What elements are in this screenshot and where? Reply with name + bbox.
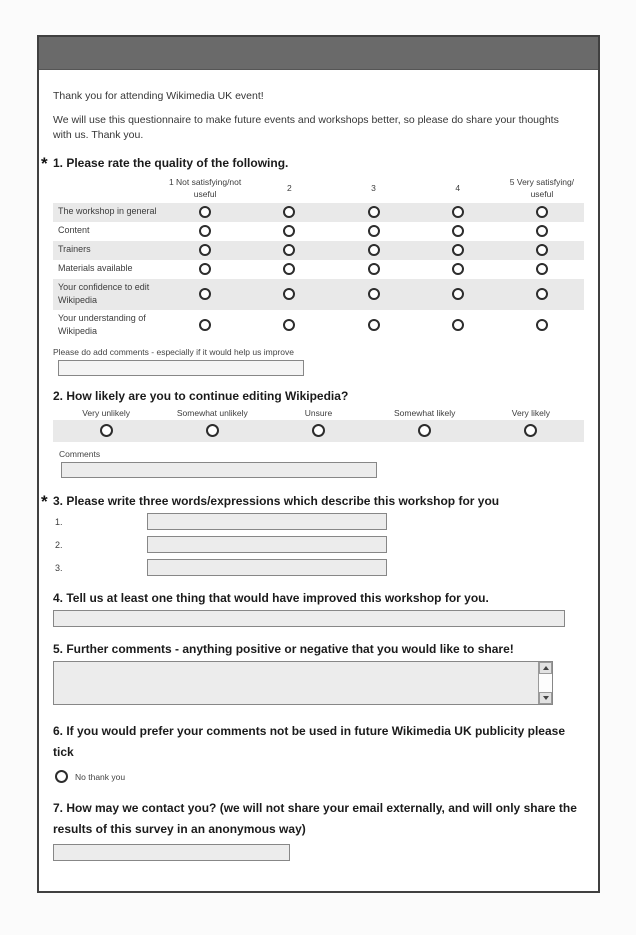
q1-row-label: Trainers xyxy=(58,244,91,255)
list-item xyxy=(53,536,584,553)
q3-item-label: 2. xyxy=(55,539,63,550)
radio-button[interactable] xyxy=(536,206,548,218)
radio-button[interactable] xyxy=(199,263,211,275)
radio-button[interactable] xyxy=(283,288,295,300)
scroll-down-button[interactable] xyxy=(539,692,552,704)
q6-option-label: No thank you xyxy=(75,771,126,782)
q1-comment-input[interactable] xyxy=(58,360,304,376)
radio-button[interactable] xyxy=(199,206,211,218)
radio-button[interactable] xyxy=(536,263,548,275)
q3-title-text: 3. Please write three words/expressions which describe this workshop for you xyxy=(53,493,500,508)
radio-button[interactable] xyxy=(368,319,380,331)
q2-option-label: Somewhat likely xyxy=(394,407,456,418)
q3-word-input-2[interactable] xyxy=(147,536,387,553)
q2-comments-label: Comments xyxy=(59,448,101,459)
radio-button[interactable] xyxy=(199,225,211,237)
q1-comment-label: Please do add comments - especially if it would help us improve xyxy=(53,346,294,357)
q6-title-bold: Wikimedia UK xyxy=(391,724,472,739)
q3-word-input-3[interactable] xyxy=(147,559,387,576)
radio-button[interactable] xyxy=(100,424,113,437)
table-row xyxy=(53,310,584,341)
q6-opt-out-row xyxy=(55,770,584,783)
q3-item-label: 1. xyxy=(55,516,63,527)
radio-button[interactable] xyxy=(206,424,219,437)
radio-button[interactable] xyxy=(199,288,211,300)
form-header-bar xyxy=(39,37,598,70)
scroll-up-icon xyxy=(543,666,549,670)
scroll-up-button[interactable] xyxy=(539,662,552,674)
q2-comments-input[interactable] xyxy=(61,462,377,478)
q2-option-labels xyxy=(53,408,584,418)
q1-row-label: Materials available xyxy=(58,263,133,274)
q2-option-label: Very unlikely xyxy=(82,407,130,418)
radio-button[interactable] xyxy=(452,244,464,256)
table-row xyxy=(53,203,584,222)
q1-row-label: Your confidence to edit Wikipedia xyxy=(58,281,150,306)
q3-word-input-1[interactable] xyxy=(147,513,387,530)
q1-row-label: Your understanding of Wikipedia xyxy=(58,312,146,337)
radio-button[interactable] xyxy=(452,288,464,300)
q1-col-header-5: 5 Very satisfying/ useful xyxy=(509,177,575,200)
radio-button[interactable] xyxy=(418,424,431,437)
radio-button[interactable] xyxy=(368,244,380,256)
q7-email-input[interactable] xyxy=(53,844,290,861)
radio-button[interactable] xyxy=(199,319,211,331)
q6-title: 6. If you would prefer your comments not be used in future Wikimedia UK publicity please tick xyxy=(53,724,565,760)
intro-description: We will use this questionnaire to make future events and workshops better, so please do share your thoughts with us. Thank you. xyxy=(53,114,559,142)
radio-button[interactable] xyxy=(368,288,380,300)
q1-title xyxy=(41,154,584,174)
radio-button[interactable] xyxy=(283,244,295,256)
radio-button[interactable] xyxy=(283,263,295,275)
radio-button[interactable] xyxy=(452,263,464,275)
q1-matrix-header xyxy=(53,176,584,203)
radio-button[interactable] xyxy=(536,319,548,331)
q3-item-label: 3. xyxy=(55,562,63,573)
table-row xyxy=(53,260,584,279)
table-row xyxy=(53,279,584,310)
form-content xyxy=(39,70,598,891)
radio-button[interactable] xyxy=(452,225,464,237)
radio-button[interactable] xyxy=(524,424,537,437)
radio-button[interactable] xyxy=(368,263,380,275)
q1-col-header-3: 3 xyxy=(371,183,376,194)
radio-button[interactable] xyxy=(536,244,548,256)
radio-button[interactable] xyxy=(452,206,464,218)
further-comments-textarea[interactable] xyxy=(53,661,553,705)
q2-option-band xyxy=(53,420,584,442)
radio-button[interactable] xyxy=(536,288,548,300)
q1-col-header-2: 2 xyxy=(286,183,292,194)
q4-improvement-input[interactable] xyxy=(53,610,565,627)
q2-title: 2. How likely are you to continue editing Wikipedia? xyxy=(53,388,349,403)
q1-col-header-1: 1 Not satisfying/not useful xyxy=(168,177,242,200)
required-asterisk-icon: * xyxy=(41,154,48,174)
radio-button[interactable] xyxy=(368,206,380,218)
radio-button[interactable] xyxy=(199,244,211,256)
q1-row-label: The workshop in general xyxy=(58,206,157,217)
q2-option-label: Unsure xyxy=(304,407,333,418)
radio-button[interactable] xyxy=(283,225,295,237)
q7-title: 7. How may we contact you? (we will not share your email externally, and will only share the results of this survey in an anonymous way) xyxy=(53,801,577,837)
radio-button[interactable] xyxy=(283,206,295,218)
survey-page xyxy=(37,35,600,893)
q2-option-label: Somewhat unlikely xyxy=(176,407,248,418)
q1-col-header-4: 4 xyxy=(455,183,461,194)
scroll-down-icon xyxy=(543,696,549,700)
radio-button[interactable] xyxy=(368,225,380,237)
radio-button[interactable] xyxy=(452,319,464,331)
q2-option-label: Very likely xyxy=(511,407,551,418)
scrollbar[interactable] xyxy=(538,662,552,704)
radio-button[interactable] xyxy=(536,225,548,237)
q3-title xyxy=(41,491,584,511)
table-row xyxy=(53,222,584,241)
intro-greeting: Thank you for attending Wikimedia UK event! xyxy=(53,90,264,102)
table-row xyxy=(53,241,584,260)
list-item xyxy=(53,513,584,530)
required-asterisk-icon: * xyxy=(41,491,48,511)
q1-row-label: Content xyxy=(58,225,90,236)
q4-title: 4. Tell us at least one thing that would have improved this workshop for you. xyxy=(53,591,489,605)
q1-rating-matrix xyxy=(53,176,584,341)
radio-button[interactable] xyxy=(283,319,295,331)
radio-button[interactable] xyxy=(312,424,325,437)
list-item xyxy=(53,559,584,576)
q1-title-text: 1. Please rate the quality of the following. xyxy=(53,156,289,171)
q5-title: 5. Further comments - anything positive or negative that you would like to share! xyxy=(53,642,514,657)
radio-button[interactable] xyxy=(55,770,68,783)
